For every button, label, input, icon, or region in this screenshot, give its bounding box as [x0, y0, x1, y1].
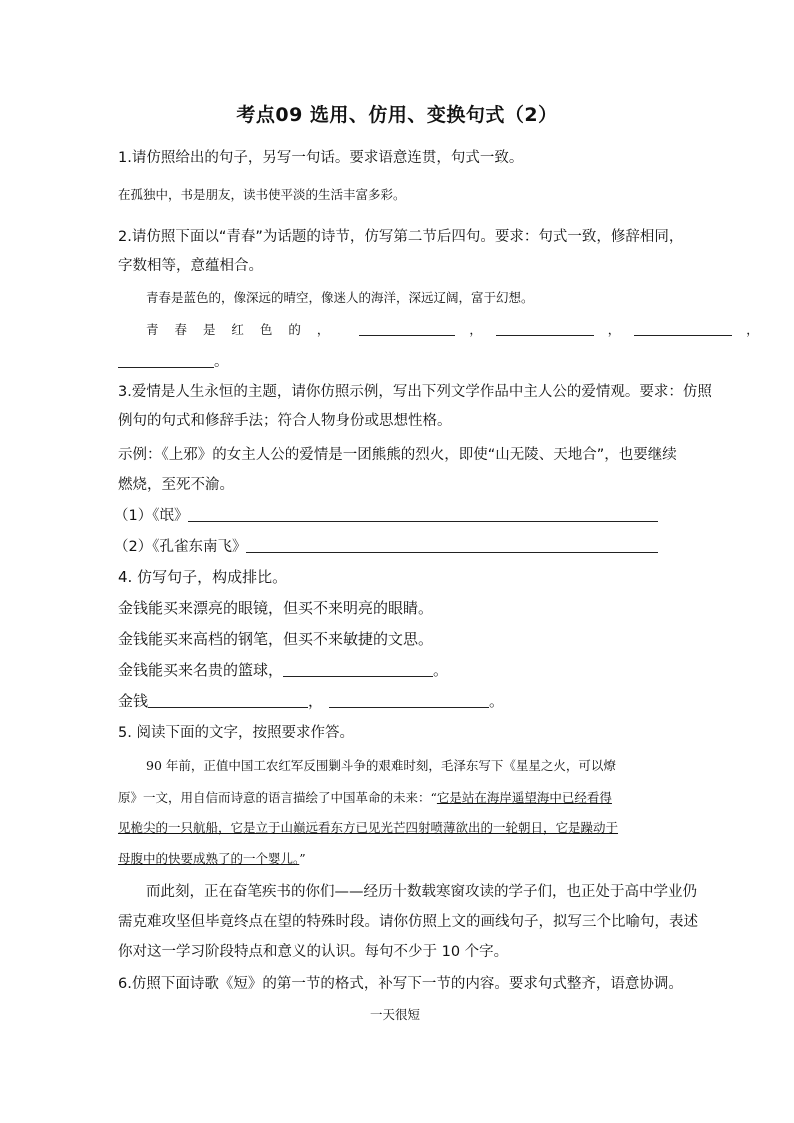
q5-p1-line1: 90 年前，正值中国工农红军反围剿斗争的艰难时刻，毛泽东写下《星星之火，可以燎	[146, 758, 616, 773]
q4-line3-blank[interactable]	[283, 662, 433, 677]
q2-fill-start: 青 春 是 红 色 的 ，	[146, 322, 336, 337]
q2-end: 。	[214, 354, 229, 370]
q2-sep-3: ，	[746, 322, 759, 337]
q2-blank-2[interactable]	[496, 321, 594, 336]
q2-example: 青春是蓝色的，像深远的晴空，像迷人的海洋，深远辽阔，富于幻想。	[146, 290, 534, 305]
q3-item1-label: （1）《氓》	[114, 508, 189, 524]
q2-sep-2: ，	[607, 322, 621, 337]
q2-prompt-line2: 字数相等，意蕴相合。	[118, 258, 263, 274]
q3-item1	[114, 504, 658, 525]
q3-example-line1: 示例：《上邪》的女主人公的爱情是一团熊熊的烈火，即使“山无陵、天地合”，也要继续	[118, 447, 677, 463]
q3-item2-label: （2）《孔雀东南飞》	[114, 539, 247, 555]
q1-example: 在孤独中，书是朋友，读书使平淡的生活丰富多彩。	[118, 187, 406, 202]
q5-quote-underlined-2: 见桅尖的一只航船，它是立于山巅远看东方已见光芒四射喷薄欲出的一轮朝日，它是躁动于	[118, 820, 619, 835]
q5-p1-line4	[118, 849, 306, 867]
q3-item1-blank[interactable]	[188, 507, 658, 522]
q2-fill-line	[146, 320, 759, 338]
q5-quote-underlined-3: 母腹中的快要成熟了的一个婴儿。	[118, 851, 300, 866]
q5-prompt: 5. 阅读下面的文字，按照要求作答。	[118, 725, 354, 741]
q4-line4-end: 。	[489, 692, 505, 710]
q3-item2-blank[interactable]	[246, 538, 658, 553]
q3-prompt-line2: 例句的句式和修辞手法；符合人物身份或思想性格。	[118, 413, 452, 429]
q2-prompt-line1: 2.请仿照下面以“青春”为话题的诗节，仿写第二节后四句。要求：句式一致，修辞相同，	[118, 229, 684, 245]
q5-quote-underlined-1: 它是站在海岸遥望海中已经看得	[436, 790, 612, 805]
q4-line4-blank2[interactable]	[329, 693, 489, 708]
q2-blank-4[interactable]	[118, 353, 214, 368]
q5-p1-line2-a: 原》一文，用自信而诗意的语言描绘了中国革命的未来：“	[118, 790, 437, 805]
q5-p2-line2: 需克难攻坚但毕竟终点在望的特殊时段。请你仿照上文的画线句子，拟写三个比喻句，表述	[118, 914, 698, 930]
q5-p1-line2	[118, 788, 612, 806]
q3-item2	[114, 535, 658, 556]
q3-prompt-line1: 3.爱情是人生永恒的主题，请你仿照示例，写出下列文学作品中主人公的爱情观。要求：仿照	[118, 384, 712, 400]
q2-fill-line2	[118, 350, 229, 371]
q1-prompt: 1.请仿照给出的句子，另写一句话。要求语意连贯，句式一致。	[118, 150, 524, 166]
q6-poem-line1: 一天很短	[370, 1007, 421, 1022]
page-title: 考点09 选用、仿用、变换句式（2）	[236, 104, 558, 126]
q5-p2-line1: 而此刻，正在奋笔疾书的你们——经历十数载寒窗攻读的学子们，也正处于高中学业仍	[146, 884, 697, 900]
q2-sep-1: ，	[469, 322, 482, 337]
q4-line3-start: 金钱能买来名贵的篮球，	[118, 661, 284, 679]
q4-line4-blank1[interactable]	[148, 693, 308, 708]
q2-blank-1[interactable]	[359, 321, 455, 336]
q6-prompt: 6.仿照下面诗歌《短》的第一节的格式，补写下一节的内容。要求句式整齐，语意协调。	[118, 976, 683, 992]
q4-line4	[118, 690, 504, 711]
q4-prompt: 4. 仿写句子，构成排比。	[118, 568, 288, 586]
q4-line1: 金钱能买来漂亮的眼镜，但买不来明亮的眼睛。	[118, 599, 434, 617]
q4-line4-start: 金钱	[118, 692, 149, 710]
q4-line3	[118, 659, 448, 680]
q5-p2-line3: 你对这一学习阶段特点和意义的认识。每句不少于 10 个字。	[118, 944, 509, 960]
q5-quote-close: ”	[299, 851, 306, 866]
q3-example-line2: 燃烧，至死不渝。	[118, 477, 234, 493]
q4-line3-end: 。	[433, 661, 449, 679]
q4-line2: 金钱能买来高档的钢笔，但买不来敏捷的文思。	[118, 630, 434, 648]
q2-blank-3[interactable]	[634, 321, 732, 336]
q4-line4-mid: ，	[308, 692, 324, 710]
